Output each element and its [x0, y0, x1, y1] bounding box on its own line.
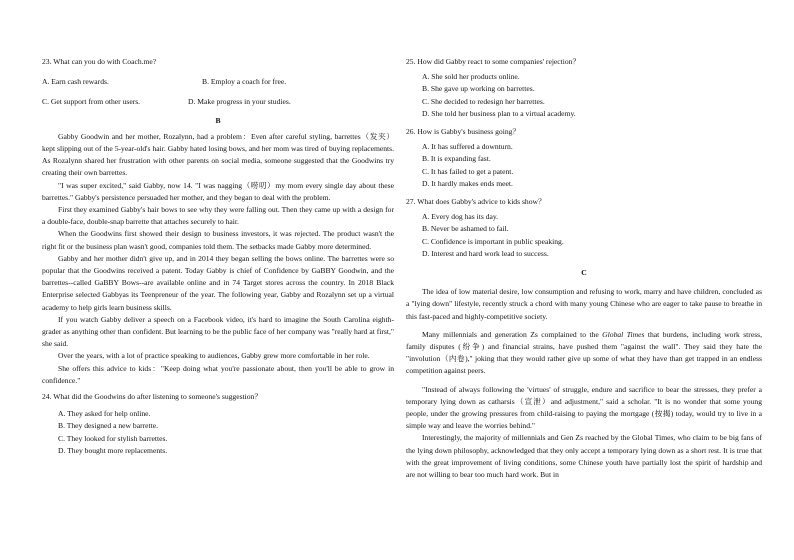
question-23-options-row-2 — [42, 96, 394, 108]
option-24-a: A. They asked for help online. — [58, 409, 151, 419]
option-24-b: B. They designed a new barrette. — [58, 421, 159, 431]
passage-c-paragraph-2-start: Many millennials and generation Zs complained to the — [422, 329, 603, 339]
question-25: 25. How did Gabby react to some companies' rejection？ — [406, 57, 581, 66]
question-24: 24. What did the Goodwins do after listening to someone's suggestion？ — [42, 392, 262, 402]
passage-b-paragraph-6: If you watch Gabby deliver a speech on a Facebook video, it's hard to imagine the South Carolina eighth-grader as anything other than confident. But learning to be the public face of her company was "really hard at first," she said. — [42, 314, 394, 349]
option-27-a: A. Every dog has its day. — [422, 212, 499, 222]
option-23-d: D. Make progress in your studies. — [188, 97, 291, 107]
passage-b-paragraph-4: When the Goodwins first showed their design to business investors, it was rejected. The product wasn't the right fit or the business plan wasn't good, companies told them. The setbacks made Gabby more determined. — [42, 229, 394, 251]
option-25-b: B. She gave up working on barrettes. — [422, 84, 535, 94]
passage-c-paragraph-2-end: that burdens, including work stress, family disputes (纷争) and financial strains, have pushed them "against the wall". They said they hate the "involution（内卷)," joking that they would rather give up some of what they have than get trapped in an endless competition against peers. — [406, 329, 763, 376]
option-23-a: A. Earn cash rewards. — [42, 77, 109, 87]
passage-b-paragraph-8: She offers this advice to kids："Keep doing what you're passionate about, then you'll be able to grow in confidence." — [42, 363, 394, 385]
passage-c-paragraph-4: Interestingly, the majority of millennials and Gen Zs reached by the Global Times, who claim to be big fans of the lying down philosophy, acknowledged that they only accept a temporary lying down as a short rest. It is true that with the great improvement of living conditions, some Chinese youth have partially lost the spirit of hardship and are not willing to bear too much hard work. But in — [406, 433, 762, 480]
question-27: 27. What does Gabby's advice to kids show？ — [406, 197, 546, 207]
section-c-heading: C — [581, 268, 587, 278]
option-27-b: B. Never be ashamed to fail. — [422, 224, 509, 234]
passage-c-paragraph-1: The idea of low material desire, low consumption and refusing to work, marry and have children, concluded as a "lying down" lifestyle, recently struck a chord with many young Chinese who are eager to take pause to breathe in this fast-paced and highly-competitive society. — [406, 287, 762, 321]
left-column — [42, 0, 394, 457]
passage-b-paragraph-2: "I was super excited," said Gabby, now 14. "I was nagging（唠叨）my mom every single day about these barrettes." Gabby's persistence persuaded her mother, and they began to deal with the problem. — [42, 180, 394, 202]
passage-b-paragraph-3: First they examined Gabby's hair bows to see why they were falling out. Then they came up with a design for a double-face, double-snap barrette that attaches securely to hair. — [42, 205, 394, 227]
passage-b-paragraph-7: Over the years, with a lot of practice speaking to audiences, Gabby grew more comfortable in her role. — [58, 351, 370, 361]
option-27-c: C. Confidence is important in public speaking. — [422, 236, 564, 246]
passage-c-paragraph-3: "Instead of always following the 'virtues' of struggle, endure and sacrifice to bear the stresses, they prefer a temporary lying down as catharsis（宣泄）and adjustment," said a scholar. "It is no wonder that some young people, under the growing pressures from child-raising to paying the mortgage (按揭) today, would try to live in a simple way and leave the worries behind." — [406, 384, 762, 431]
section-b-heading: B — [215, 115, 221, 125]
option-26-d: D. It hardly makes ends meet. — [422, 178, 513, 188]
global-times-title: Global Times — [602, 329, 645, 339]
option-26-a: A. It has suffered a downturn. — [422, 142, 513, 152]
option-25-d: D. She told her business plan to a virtual academy. — [422, 108, 576, 118]
question-26: 26. How is Gabby's business going？ — [406, 127, 521, 137]
option-26-c: C. It has failed to get a patent. — [422, 166, 514, 176]
option-26-b: B. It is expanding fast. — [422, 154, 491, 164]
right-column — [406, 0, 762, 481]
passage-b-paragraph-5: Gabby and her mother didn't give up, and in 2014 they began selling the bows online. The barrettes were so popular that the Goodwins received a patent. Today Gabby is chief of Confidence by GaBBY Goodwin, and the barrettes--called GaBBY Bows--are available online and in 74 Target stores across the country. In 2018 Black Enterprise selected Gabbyas its Teenpreneur of the year. The following year, Gabby and Rozalynn set up a virtual academy to help girls learn business skills. — [42, 253, 394, 312]
question-23: 23. What can you do with Coach.me? — [42, 57, 157, 66]
option-24-d: D. They bought more replacements. — [58, 445, 168, 455]
option-23-c: C. Get support from other users. — [42, 97, 141, 107]
option-24-c: C. They looked for stylish barrettes. — [58, 433, 168, 443]
passage-c-paragraph-2 — [406, 329, 762, 378]
option-25-a: A. She sold her products online. — [422, 72, 520, 82]
option-23-b: B. Employ a coach for free. — [202, 77, 287, 87]
question-23-options-row-1 — [42, 76, 394, 88]
passage-b-paragraph-1: Gabby Goodwin and her mother, Rozalynn, had a problem：Even after careful styling, barrettes（发夹）kept slipping out of the 5-year-old's hair. Gabby hated losing bows, and her mom was tired of buying replacements. As Rozalynn shared her frustration with other parents on social media, someone suggested that the Goodwins try creating their own barrettes. — [42, 131, 394, 178]
option-25-c: C. She decided to redesign her barrettes. — [422, 96, 545, 106]
option-27-d: D. Interest and hard work lead to success. — [422, 248, 549, 258]
